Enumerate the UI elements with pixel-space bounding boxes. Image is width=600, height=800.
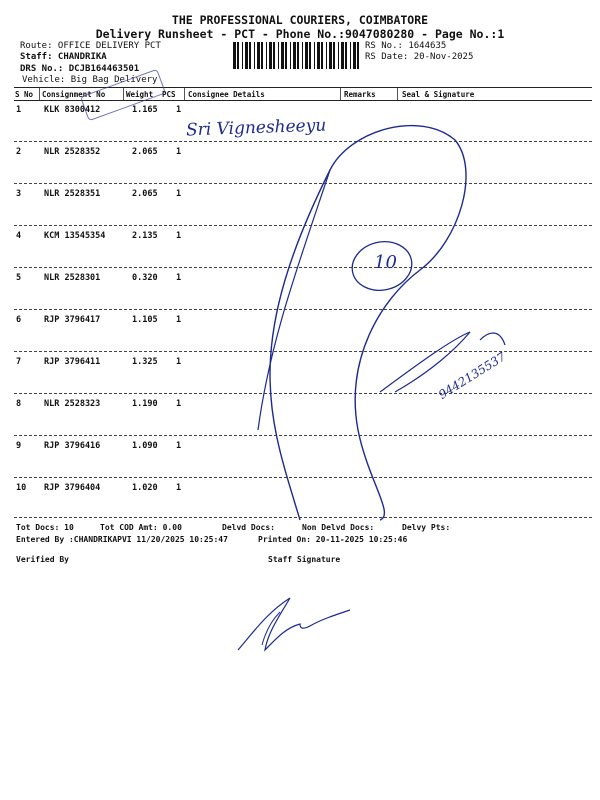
barcode-bar — [309, 42, 311, 69]
col-separator — [39, 88, 40, 100]
col-separator — [340, 88, 341, 100]
row-consignment: NLR 2528352 — [44, 147, 101, 157]
barcode-bar — [329, 42, 332, 69]
barcode-bar — [314, 42, 315, 69]
row-consignment: RJP 3796411 — [44, 357, 101, 367]
row-divider — [14, 267, 592, 268]
col-separator — [397, 88, 398, 100]
barcode-bar — [333, 42, 335, 69]
col-remarks: Remarks — [344, 90, 376, 99]
row-consignment: RJP 3796417 — [44, 315, 101, 325]
delivery-points: Delvy Pts: — [402, 523, 451, 532]
row-divider — [14, 435, 592, 436]
runsheet-title: Delivery Runsheet - PCT - Phone No.:9047080280 - Page No.:1 — [95, 27, 505, 41]
barcode-bar — [249, 42, 251, 69]
row-consignment: RJP 3796416 — [44, 441, 101, 451]
row-pcs: 1 — [176, 399, 182, 409]
row-pcs: 1 — [176, 231, 182, 241]
staff-signature-stroke — [238, 598, 350, 650]
col-separator — [184, 88, 185, 100]
barcode-bar — [341, 42, 344, 69]
barcode-bar — [266, 42, 267, 69]
row-sno: 8 — [16, 399, 22, 409]
row-weight: 1.020 — [132, 483, 158, 493]
barcode-bar — [257, 42, 260, 69]
non-delivered-docs: Non Delvd Docs: — [302, 523, 375, 532]
row-pcs: 1 — [176, 315, 182, 325]
row-divider — [14, 141, 592, 142]
col-seal: Seal & Signature — [402, 90, 475, 99]
row-pcs: 1 — [176, 357, 182, 367]
barcode-bar — [290, 42, 291, 69]
row-sno: 2 — [16, 147, 22, 157]
barcode-bar — [345, 42, 347, 69]
row-consignment: NLR 2528351 — [44, 189, 101, 199]
barcode-bar — [305, 42, 308, 69]
row-sno: 1 — [16, 105, 22, 115]
barcode-bar — [233, 42, 236, 69]
barcode — [233, 42, 361, 69]
printed-on: Printed On: 20-11-2025 10:25:46 — [258, 535, 408, 544]
row-consignment: NLR 2528323 — [44, 399, 101, 409]
total-cod-amount: Tot COD Amt: 0.00 — [100, 523, 182, 532]
row-consignment: RJP 3796404 — [44, 483, 101, 493]
rs-number: RS No.: 1644635 — [365, 41, 447, 51]
row-sno: 5 — [16, 273, 22, 283]
row-divider — [14, 309, 592, 310]
entered-by: Entered By :CHANDRIKAPVI 11/20/2025 10:25:47 — [16, 535, 228, 544]
col-sno: S No — [15, 90, 34, 99]
row-divider — [14, 477, 592, 478]
barcode-bar — [293, 42, 296, 69]
rs-date: RS Date: 20-Nov-2025 — [365, 52, 474, 62]
barcode-bar — [350, 42, 351, 69]
barcode-bar — [278, 42, 279, 69]
barcode-bar — [237, 42, 239, 69]
barcode-bar — [353, 42, 356, 69]
circled-number: 10 — [374, 252, 397, 273]
row-weight: 1.165 — [132, 105, 158, 115]
barcode-bar — [281, 42, 284, 69]
col-weight: Weight — [126, 90, 154, 99]
company-title: THE PROFESSIONAL COURIERS, COIMBATORE — [171, 13, 429, 27]
row-sno: 4 — [16, 231, 22, 241]
staff-signature-underline — [262, 612, 280, 645]
barcode-bar — [285, 42, 287, 69]
col-pcs: PCS — [162, 90, 176, 99]
barcode-bar — [242, 42, 243, 69]
row-weight: 1.325 — [132, 357, 158, 367]
barcode-bar — [273, 42, 275, 69]
row-consignment: NLR 2528301 — [44, 273, 101, 283]
row-weight: 1.190 — [132, 399, 158, 409]
barcode-bar — [321, 42, 323, 69]
barcode-bar — [245, 42, 248, 69]
table-top-rule — [14, 87, 592, 88]
row-consignment: KCM 13545354 — [44, 231, 106, 241]
row-divider — [14, 225, 592, 226]
verified-by-label: Verified By — [16, 555, 69, 564]
barcode-bar — [269, 42, 272, 69]
row-divider — [14, 183, 592, 184]
barcode-bar — [261, 42, 263, 69]
row-sno: 10 — [16, 483, 27, 493]
row-weight: 2.065 — [132, 147, 158, 157]
row-divider — [14, 351, 592, 352]
row-weight: 1.105 — [132, 315, 158, 325]
row-pcs: 1 — [176, 147, 182, 157]
row-pcs: 1 — [176, 189, 182, 199]
col-consignee: Consignee Details — [188, 90, 265, 99]
barcode-bar — [254, 42, 255, 69]
handwritten-phone-number: 9442135537 — [436, 349, 509, 402]
row-pcs: 1 — [176, 483, 182, 493]
signature-descender-stroke — [258, 170, 330, 430]
row-divider — [14, 393, 592, 394]
signature-loop-stroke — [270, 126, 466, 520]
row-divider — [14, 517, 592, 518]
barcode-bar — [357, 42, 359, 69]
staff-signature-label: Staff Signature — [268, 555, 341, 564]
barcode-bar — [302, 42, 303, 69]
barcode-bar — [338, 42, 339, 69]
row-pcs: 1 — [176, 273, 182, 283]
delivered-docs: Delvd Docs: — [222, 523, 275, 532]
row-sno: 3 — [16, 189, 22, 199]
row-weight: 1.090 — [132, 441, 158, 451]
row-weight: 2.065 — [132, 189, 158, 199]
row-sno: 6 — [16, 315, 22, 325]
staff-label: Staff: CHANDRIKA — [20, 52, 107, 62]
row-pcs: 1 — [176, 105, 182, 115]
total-docs: Tot Docs: 10 — [16, 523, 74, 532]
barcode-bar — [326, 42, 327, 69]
row-consignment: KLK 8300412 — [44, 105, 101, 115]
barcode-bar — [297, 42, 299, 69]
col-consignment: Consignment No — [42, 90, 106, 99]
row-sno: 9 — [16, 441, 22, 451]
row-weight: 2.135 — [132, 231, 158, 241]
barcode-bar — [317, 42, 320, 69]
drs-label: DRS No.: DCJB164463501 — [20, 64, 140, 74]
row-sno: 7 — [16, 357, 22, 367]
row-pcs: 1 — [176, 441, 182, 451]
route-label: Route: OFFICE DELIVERY PCT — [20, 41, 161, 51]
row-weight: 0.320 — [132, 273, 158, 283]
consignee-handwritten-name: Sri Vignesheeyu — [185, 115, 327, 141]
vehicle-label: Vehicle: Big Bag Delivery — [22, 75, 158, 85]
